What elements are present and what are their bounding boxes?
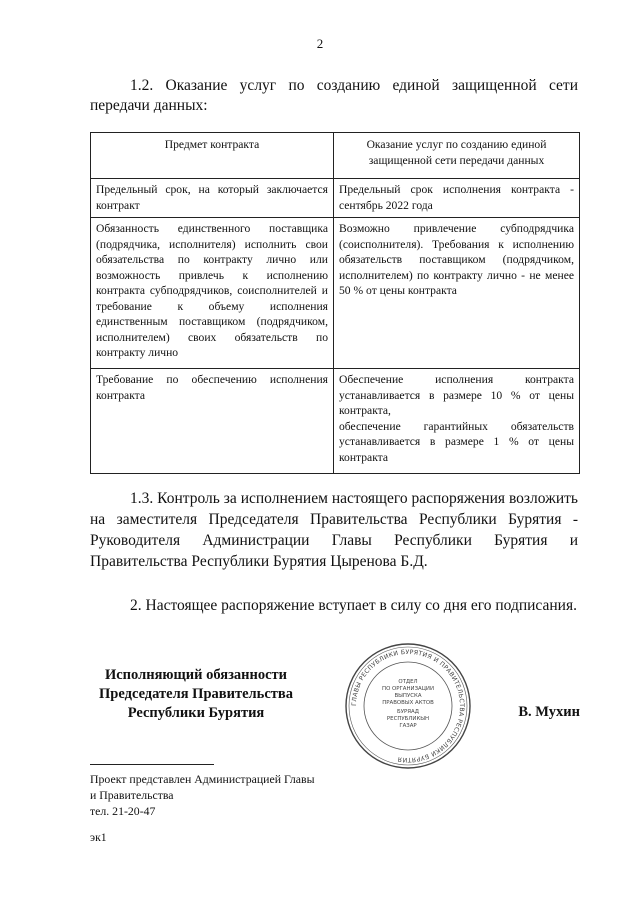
signatory-position-line: Исполняющий обязанности [104, 667, 288, 683]
footer-line: Проект представлен Администрацией Главы [90, 772, 315, 786]
signatory-position-line: Председателя Правительства [99, 686, 293, 702]
seal-inner-line: БУРЯАД [397, 709, 419, 715]
official-seal [343, 641, 473, 771]
seal-ring-text: ГЛАВЫ РЕСПУБЛИКИ БУРЯТИЯ И ПРАВИТЕЛЬСТВА РЕСПУБЛИКИ БУРЯТИЯ [350, 648, 466, 764]
footer-line: и Правительства [90, 788, 174, 802]
signatory-position-line: Республики Бурятия [127, 705, 265, 721]
paragraph-2: 2. Настоящее распоряжение вступает в силу со дня его подписания. [130, 597, 577, 614]
signatory-position [90, 666, 302, 723]
table-row [91, 218, 580, 369]
seal-inner-line: ПРАВОВЫХ АКТОВ [382, 700, 434, 706]
table-cell-value [334, 369, 580, 474]
seal-inner-line: ВЫПУСКА [394, 693, 422, 699]
seal-inner-line: ОТДЕЛ [398, 679, 418, 685]
table-cell-label: Обязанность единственного поставщика (подрядчика, исполнителя) исполнить свои обязательства по контракту лично или возможность привлечь к исполнению контракта субподрядчиков, соисполнителей и требование к объему исполнения единственным поставщиком (подрядчиком, исполнителем) своих обязательств по контракту лично [91, 218, 334, 369]
footer-note [90, 771, 315, 819]
table-row [91, 369, 580, 474]
contract-table [90, 132, 580, 474]
paragraph-1-2: 1.2. Оказание услуг по созданию единой защищенной сети передачи данных: [90, 77, 578, 114]
table-cell-label: Требование по обеспечению исполнения контракта [91, 369, 334, 474]
table-cell-label: Предельный срок, на который заключается контракт [91, 179, 334, 218]
paragraph-1-3: 1.3. Контроль за исполнением настоящего распоряжения возложить на заместителя Председателя Правительства Республики Бурятия - Руководителя Администрации Главы Республики Бурятия и Правительства Республики Бурятия Цыренова Б.Д. [90, 490, 578, 570]
seal-inner-line: РЕСПУБЛИКЫН [386, 716, 430, 722]
table-cell-label: Предмет контракта [91, 133, 334, 179]
signatory-name: В. Мухин [518, 704, 580, 720]
footer-divider [90, 764, 214, 765]
seal-inner-line: ГАЗАР [399, 723, 417, 729]
table-cell-value: Предельный срок исполнения контракта - сентябрь 2022 года [334, 179, 580, 218]
page-number: 2 [316, 36, 324, 51]
document-code: эк1 [90, 830, 107, 844]
svg-text:ГЛАВЫ РЕСПУБЛИКИ БУРЯТИЯ И ПРА [351, 649, 465, 763]
table-cell-line: Обеспечение исполнения контракта устанавливается в размере 10 % от цены контракта, [339, 373, 574, 417]
table-cell-line: обеспечение гарантийных обязательств устанавливается в размере 1 % от цены контракта [339, 419, 574, 464]
table-cell-value: Возможно привлечение субподрядчика (соисполнителя). Требования к исполнению обязательств поставщиком (подрядчиком, исполнителем) по контракту лично - не менее 50 % от цены контракта [334, 218, 580, 369]
table-row [91, 133, 580, 179]
table-row [91, 179, 580, 218]
table-cell-value: Оказание услуг по созданию единой защищенной сети передачи данных [334, 133, 580, 179]
footer-line: тел. 21-20-47 [90, 804, 156, 818]
seal-inner-line: ПО ОРГАНИЗАЦИИ [382, 686, 434, 692]
